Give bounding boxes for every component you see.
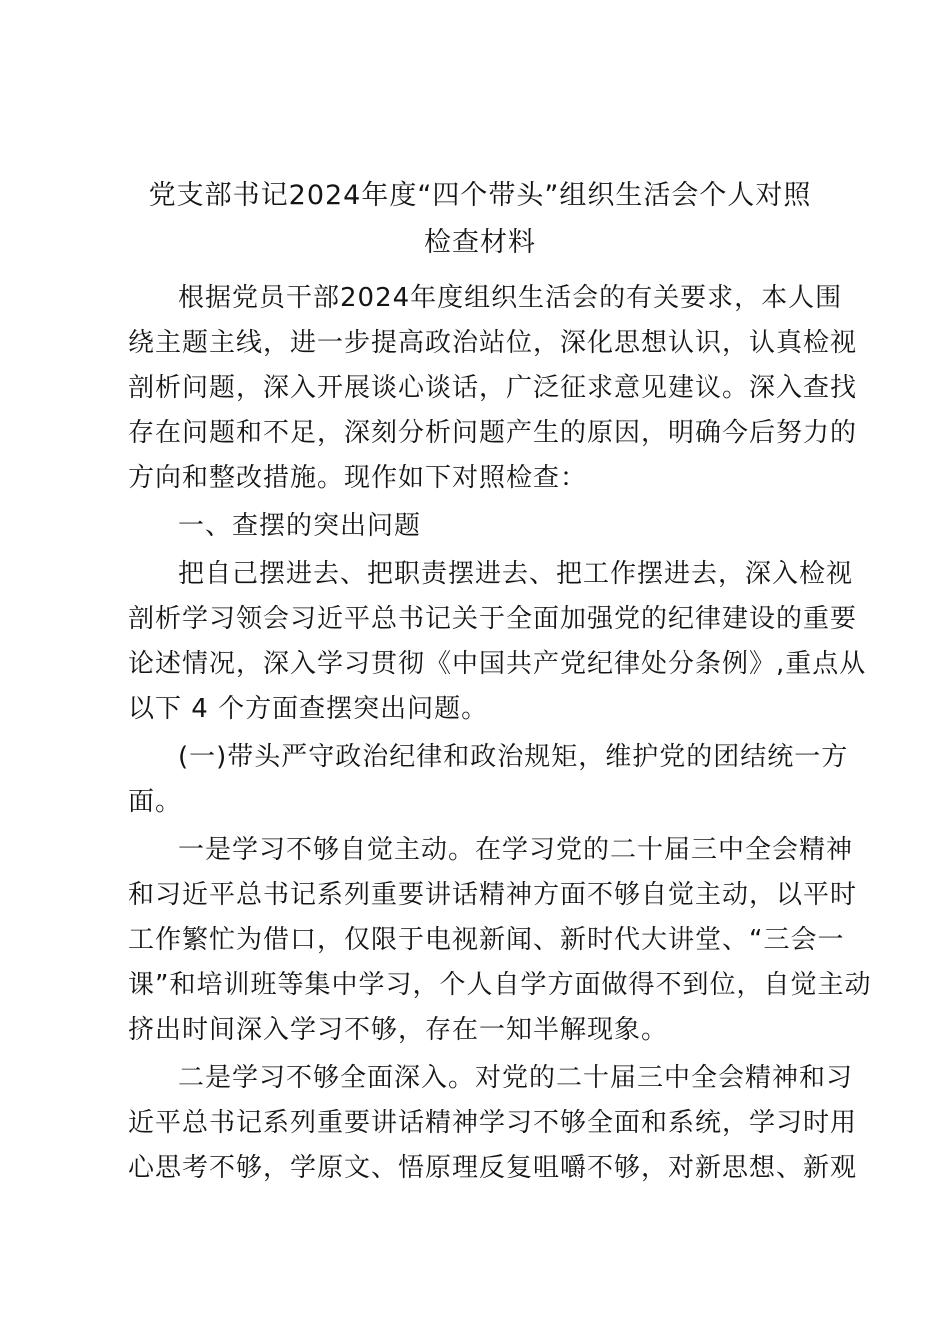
paragraph-line: 和习近平总书记系列重要讲话精神方面不够自觉主动，以平时 — [128, 880, 858, 910]
section-heading-text: 一、查摆的突出问题 — [178, 511, 422, 541]
paragraph-line: 二是学习不够全面深入。对党的二十届三中全会精神和习 — [178, 1063, 854, 1093]
paragraph-line: 课”和培训班等集中学习，个人自学方面做得不到位，自觉主动 — [128, 970, 872, 1000]
paragraph-line: 剖析学习领会习近平总书记关于全面加强党的纪律建设的重要 — [128, 604, 858, 634]
paragraph-line: 心思考不够，学原文、悟原理反复咀嚼不够，对新思想、新观 — [128, 1153, 858, 1183]
paragraph-line: 面。 — [128, 787, 183, 817]
section-heading — [128, 504, 828, 549]
title-line-2: 检查材料 — [424, 227, 536, 258]
paragraph-line: (一)带头严守政治纪律和政治规矩，维护党的团结统一方 — [178, 742, 849, 772]
document-title — [120, 172, 840, 266]
paragraph-line: 方向和整改措施。现作如下对照检查： — [128, 463, 588, 493]
paragraph-line: 近平总书记系列重要讲话精神学习不够全面和系统，学习时用 — [128, 1108, 858, 1138]
paragraph-line: 根据党员干部2024年度组织生活会的有关要求，本人围 — [178, 283, 843, 313]
point-two-paragraph — [128, 1056, 858, 1191]
paragraph-line: 挤出时间深入学习不够，存在一知半解现象。 — [128, 1015, 669, 1045]
paragraph-line: 剖析问题，深入开展谈心谈话，广泛征求意见建议。深入查找 — [128, 373, 858, 403]
subsection-heading — [128, 735, 849, 825]
paragraph-line: 存在问题和不足，深刻分析问题产生的原因，明确今后努力的 — [128, 418, 858, 448]
document-body — [128, 276, 872, 1194]
paragraph-line: 绕主题主线，进一步提高政治站位，深化思想认识，认真检视 — [128, 328, 858, 358]
section-intro-paragraph — [128, 552, 867, 732]
point-one-paragraph — [128, 828, 872, 1053]
title-line-1: 党支部书记2024年度“四个带头”组织生活会个人对照 — [148, 180, 812, 211]
paragraph-line: 论述情况，深入学习贯彻《中国共产党纪律处分条例》,重点从 — [128, 649, 867, 679]
paragraph-line: 以下 4 个方面查摆突出问题。 — [128, 694, 489, 724]
paragraph-line: 工作繁忙为借口，仅限于电视新闻、新时代大讲堂、“三会一 — [128, 925, 845, 955]
paragraph-line: 把自己摆进去、把职责摆进去、把工作摆进去，深入检视 — [178, 559, 854, 589]
paragraph-line: 一是学习不够自觉主动。在学习党的二十届三中全会精神 — [178, 835, 854, 865]
intro-paragraph — [128, 276, 858, 501]
